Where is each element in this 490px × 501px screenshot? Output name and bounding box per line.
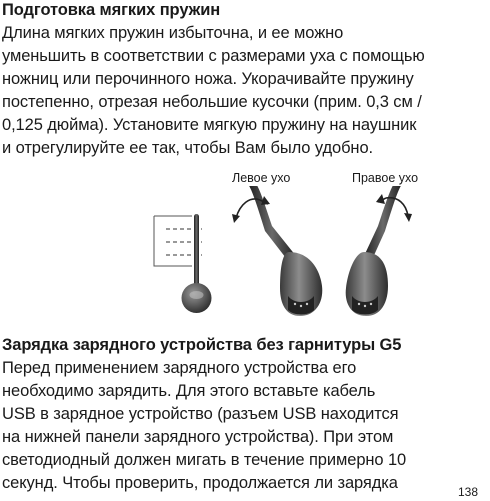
spring-text-line: ножниц или перочинного ножа. Укорачивайте пружину: [2, 70, 414, 88]
charger-text-line: необходимо зарядить. Для этого вставьте кабель: [2, 382, 376, 400]
spring-heading: Подготовка мягких пружин: [2, 1, 221, 19]
right-ear-label: Правое ухо: [352, 171, 419, 185]
spring-text-line: уменьшить в соответствии с размерами уха с помощью: [2, 47, 425, 65]
left-ear-label: Левое ухо: [232, 171, 291, 185]
spring-text-line: 0,125 дюйма). Установите мягкую пружину на наушник: [2, 116, 417, 134]
charger-text-line: светодиодный должен мигать в течение примерно 10: [2, 451, 407, 469]
spring-section: [2, 0, 488, 160]
charger-text-line: Перед применением зарядного устройства его: [2, 359, 357, 377]
spring-text-line: постепенно, отрезая небольшие кусочки (прим. 0,3 см /: [2, 93, 422, 111]
charger-text-line: секунд. Чтобы проверить, продолжается ли зарядка: [2, 474, 398, 492]
page-number: 138: [457, 485, 478, 499]
spring-text-line: и отрегулируйте ее так, чтобы Вам было удобно.: [2, 139, 374, 157]
left-headset-icon: [248, 186, 322, 316]
right-headset-icon: [346, 186, 402, 316]
charger-text-line: на нижней панели зарядного устройства). При этом: [2, 428, 394, 446]
charger-text-line: USB в зарядное устройство (разъем USB находится: [2, 405, 399, 423]
earbud-trim-icon: [154, 214, 212, 313]
spring-text-line: Длина мягких пружин избыточна, и ее можно: [2, 24, 344, 42]
charger-section: [2, 335, 488, 495]
charger-heading: Зарядка зарядного устройства без гарнитуры G5: [2, 336, 402, 354]
headset-illustration: [150, 186, 450, 321]
